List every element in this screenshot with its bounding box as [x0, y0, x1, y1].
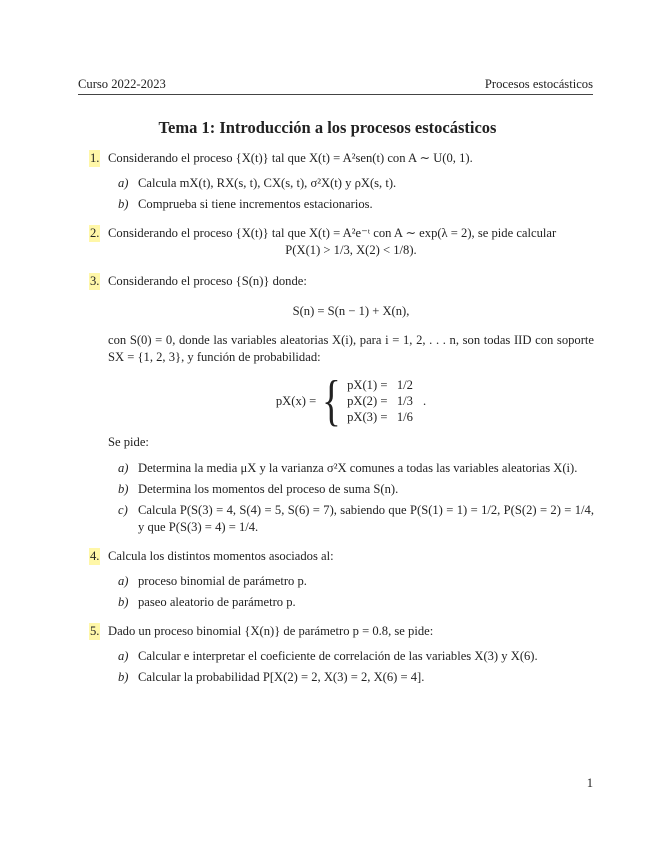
sub-item: [108, 175, 594, 192]
page-title: Tema 1: Introducción a los procesos estocásticos: [158, 118, 497, 137]
sub-item-label: b): [118, 482, 129, 496]
sub-item-label: a): [118, 574, 129, 588]
sub-item: [108, 481, 594, 498]
exercise-text: Dado un proceso binomial {X(n)} de parámetro p = 0.8, se pide:: [108, 624, 434, 638]
pmf-end: .: [422, 393, 427, 408]
sub-item-text: proceso binomial de parámetro p.: [138, 574, 307, 588]
exercise-text: Considerando el proceso {X(t)} tal que X(t) = A²sen(t) con A ∼ U(0, 1).: [108, 151, 473, 165]
pmf-case: pX(1) = 1/2: [347, 378, 413, 392]
exercise-formula: S(n) = S(n − 1) + X(n),: [292, 304, 410, 318]
sub-item-text: paseo aleatorio de parámetro p.: [138, 595, 296, 609]
exercise-2: [78, 225, 594, 259]
exercise-number: 1.: [90, 151, 100, 165]
sub-item-label: b): [118, 197, 129, 211]
exercise-number: 3.: [90, 274, 100, 288]
header-rule: [78, 94, 593, 95]
page-number: 1: [586, 776, 593, 790]
sub-item: [108, 594, 594, 611]
exercise-4: [78, 548, 594, 611]
exercise-formula: P(X(1) > 1/3, X(2) < 1/8).: [285, 243, 417, 257]
sub-item-label: a): [118, 176, 129, 190]
pmf-definition: [108, 370, 594, 432]
sub-item-label: a): [118, 461, 129, 475]
exercise-3: [78, 273, 594, 536]
sub-item-label: c): [118, 503, 128, 517]
sub-item-label: b): [118, 595, 129, 609]
sub-item: [108, 196, 594, 213]
exercise-number: 4.: [90, 549, 100, 563]
exercise-list: [78, 150, 594, 690]
sub-item-text: Calcula mX(t), RX(s, t), CX(s, t), σ²X(t) y ρX(s, t).: [138, 176, 397, 190]
exercise-5: [78, 623, 594, 686]
pmf-cases: [347, 377, 413, 425]
exercise-text: Considerando el proceso {X(t)} tal que X(t) = A²e⁻ᵗ con A ∼ exp(λ = 2), se pide calcular: [108, 226, 557, 240]
sub-item: [108, 502, 594, 536]
sub-item-text: Determina la media μX y la varianza σ²X comunes a todas las variables aleatorias X(i).: [138, 461, 578, 475]
left-brace: {: [322, 370, 342, 432]
exercise-text: Calcula los distintos momentos asociados al:: [108, 549, 334, 563]
pmf-case: pX(3) = 1/6: [347, 410, 413, 424]
sub-item: [108, 573, 594, 590]
sub-item-text: Calcular e interpretar el coeficiente de correlación de las variables X(3) y X(6).: [138, 649, 538, 663]
header-subject: Procesos estocásticos: [484, 77, 593, 91]
sub-item-text: Comprueba si tiene incrementos estacionarios.: [138, 197, 373, 211]
sub-item-text: Determina los momentos del proceso de suma S(n).: [138, 482, 399, 496]
page-header: [78, 76, 593, 92]
asks-text: Se pide:: [108, 435, 149, 449]
sub-item-text: Calcula P(S(3) = 4, S(4) = 5, S(6) = 7), sabiendo que P(S(1) = 1) = 1/2, P(S(2) = 2) = 1/4, y que P(S(3) = 4) = 1/4.: [138, 503, 594, 534]
exercise-number: 2.: [90, 226, 100, 240]
sub-item: [108, 648, 594, 665]
pmf-lhs: pX(x) =: [275, 393, 317, 408]
exercise-1: [78, 150, 594, 213]
header-course: Curso 2022-2023: [78, 77, 166, 91]
exercise-text: Considerando el proceso {S(n)} donde:: [108, 274, 307, 288]
sub-item-label: a): [118, 649, 129, 663]
sub-item-label: b): [118, 670, 129, 684]
exercise-number: 5.: [90, 624, 100, 638]
sub-item-text: Calcular la probabilidad P[X(2) = 2, X(3) = 2, X(6) = 4].: [138, 670, 425, 684]
exercise-text-2: con S(0) = 0, donde las variables aleatorias X(i), para i = 1, 2, . . . n, son todas IID con soporte SX = {1, 2, 3}, y función de probabilidad:: [108, 333, 594, 364]
sub-item: [108, 669, 594, 686]
pmf-case: pX(2) = 1/3: [347, 394, 413, 408]
sub-item: [108, 460, 594, 477]
